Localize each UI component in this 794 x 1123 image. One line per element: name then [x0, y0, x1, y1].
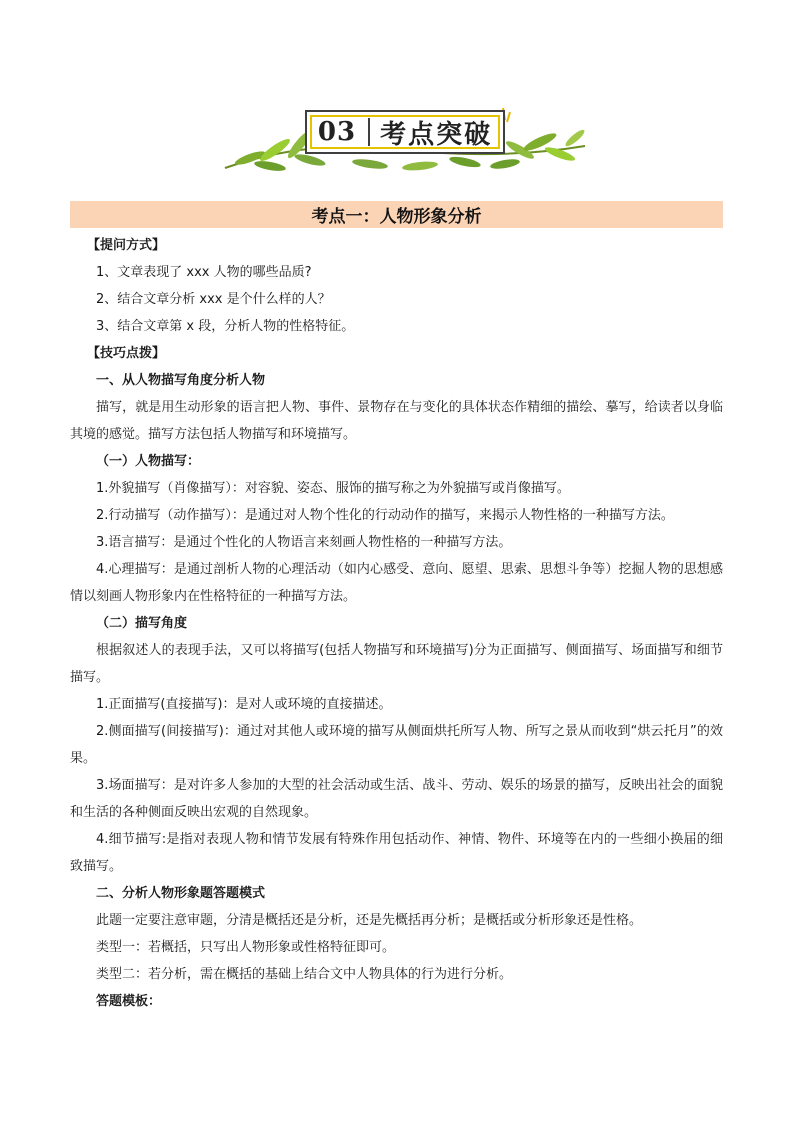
section-title: 考点一：人物形象分析: [311, 207, 482, 227]
banner-divider: [368, 118, 370, 146]
paragraph: 2.行动描写（动作描写）：是通过对人物个性化的行动动作的描写，来揭示人物性格的一种描写方法。: [96, 508, 674, 523]
paragraph: 1.正面描写(直接描写)：是对人或环境的直接描述。: [96, 697, 392, 712]
paragraph: 此题一定要注意审题，分清是概括还是分析，还是先概括再分析；是概括或分析形象还是性格。: [96, 913, 643, 928]
banner-box: [305, 110, 505, 154]
banner-number: 03: [317, 117, 357, 147]
subheading-character-description: （一）人物描写：: [96, 454, 201, 469]
paragraph: 3.场面描写：是对许多人参加的大型的社会活动或生活、战斗、劳动、娱乐的场景的描写，反映出社会的面貌和生活的各种侧面反映出宏观的自然现象。: [70, 778, 723, 820]
paragraph: 2.侧面描写(间接描写)：通过对其他人或环境的描写从侧面烘托所写人物、所写之景从而收到“烘云托月”的效果。: [70, 724, 723, 766]
question-item: 2、结合文章分析 xxx 是个什么样的人？: [96, 292, 331, 307]
paragraph: 3.语言描写：是通过个性化的人物语言来刻画人物性格的一种描写方法。: [96, 535, 512, 550]
paragraph: 1.外貌描写（肖像描写）：对容貌、姿态、服饰的描写称之为外貌描写或肖像描写。: [96, 481, 570, 496]
paragraph: 4.心理描写：是通过剖析人物的心理活动（如内心感受、意向、愿望、思索、思想斗争等）挖掘人物的思想感情以刻画人物形象内在性格特征的一种描写方法。: [70, 562, 723, 604]
question-type-heading: 【提问方式】: [87, 238, 166, 253]
part-one-heading: 一、从人物描写角度分析人物: [96, 373, 266, 388]
subheading-description-angle: （二）描写角度: [96, 616, 188, 631]
paragraph: 根据叙述人的表现手法，又可以将描写(包括人物描写和环境描写)分为正面描写、侧面描写、场面描写和细节描写。: [70, 643, 723, 685]
section-header: [70, 201, 723, 228]
question-item: 1、文章表现了 xxx 人物的哪些品质?: [96, 265, 312, 280]
tips-heading: 【技巧点拨】: [87, 346, 166, 361]
paragraph: 类型一：若概括，只写出人物形象或性格特征即可。: [96, 940, 396, 955]
banner-title: 考点突破: [380, 119, 493, 150]
paragraph: 描写，就是用生动形象的语言把人物、事件、景物存在与变化的具体状态作精细的描绘、摹写，给读者以身临其境的感觉。描写方法包括人物描写和环境描写。: [70, 400, 723, 442]
section-banner: [220, 98, 590, 180]
paragraph: 类型二：若分析，需在概括的基础上结合文中人物具体的行为进行分析。: [96, 967, 513, 982]
part-two-heading: 二、分析人物形象题答题模式: [96, 886, 266, 901]
question-item: 3、结合文章第 x 段，分析人物的性格特征。: [96, 319, 355, 334]
answer-template-heading: 答题模板：: [96, 994, 162, 1009]
paragraph: 4.细节描写:是指对表现人物和情节发展有特殊作用包括动作、神情、物件、环境等在内的一些细小换届的细致描写。: [70, 832, 723, 874]
document-body: [70, 232, 723, 1015]
